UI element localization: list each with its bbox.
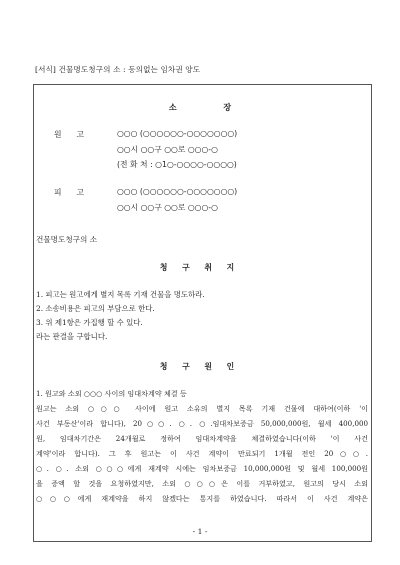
claim-item: 3. 위 제1항은 가집행 할 수 있다. <box>36 318 143 327</box>
cause-heading: 1. 원고와 소외 ○○○ 사이의 임대차계약 체결 등 <box>36 389 187 398</box>
plaintiff-address: ○○시 ○○구 ○○로 ○○○-○ <box>117 145 218 154</box>
cause-line: 사건 부동산'이라 합니다), 20○○. ○. ○.임대차보증금 50,000,000원, 월세 400,000 <box>36 419 368 428</box>
plaintiff-phone: (전 화 처 : ○1○-○○○○-○○○○) <box>117 160 237 169</box>
case-title: 건물명도청구의 소 <box>36 235 98 244</box>
defendant-address: ○○시 ○○구 ○○로 ○○○-○ <box>117 203 218 212</box>
plaintiff-label-char-2: 고 <box>76 130 84 139</box>
claim-item: 라는 판결을 구합니다. <box>36 332 108 341</box>
causes-section-title: 청 구 원 인 <box>159 362 241 371</box>
plaintiff-name: ○○○ (○○○○○○-○○○○○○○) <box>117 129 238 138</box>
page-number: - 1 - <box>192 527 208 536</box>
defendant-label <box>54 187 84 198</box>
cause-line: 을 증액 할 것을 요청하였지만, 소외 ○○○은 이를 거부하였고, 원고의 당시 소외 <box>36 479 368 488</box>
plaintiff-label <box>54 129 84 140</box>
document-title: 소 장 <box>168 102 254 112</box>
cause-line: ○. ○. 소외 ○○○에게 재계약 시에는 임차보증금 10,000,000원 및 월세 100,000원 <box>36 464 368 473</box>
defendant-label-char-1: 피 <box>54 188 62 197</box>
cause-line: ○○○에게 재계약을 하지 않겠다는 통지를 하였습니다. 따라서 이 사건 계약은 <box>36 494 368 503</box>
claims-section-title: 청 구 취 지 <box>159 263 241 272</box>
defendant-name: ○○○ (○○○○○○-○○○○○○○) <box>117 187 238 196</box>
plaintiff-label-char-1: 원 <box>54 130 62 139</box>
claim-item: 2. 소송비용은 피고의 부담으로 한다. <box>36 304 155 313</box>
page-heading: [서식] 건물명도청구의 소 : 동의없는 임차권 양도 <box>35 65 201 74</box>
cause-line: 원, 임대차기간은 24개월로 정하여 임대차계약을 체결하였습니다(이하 '이 사건 <box>36 434 368 443</box>
cause-line: 계약'이라 합니다). 그 후 원고는 이 사건 계약이 만료되기 1개월 전인 20○○. <box>36 449 368 458</box>
defendant-label-char-2: 고 <box>76 188 84 197</box>
cause-line: 원고는 소외 ○○○ 사이에 원고 소유의 별지 목록 기재 건물에 대하여(이하 '이 <box>36 404 368 413</box>
claim-item: 1. 피고는 원고에게 별지 목록 기재 건물을 명도하라. <box>36 290 205 299</box>
